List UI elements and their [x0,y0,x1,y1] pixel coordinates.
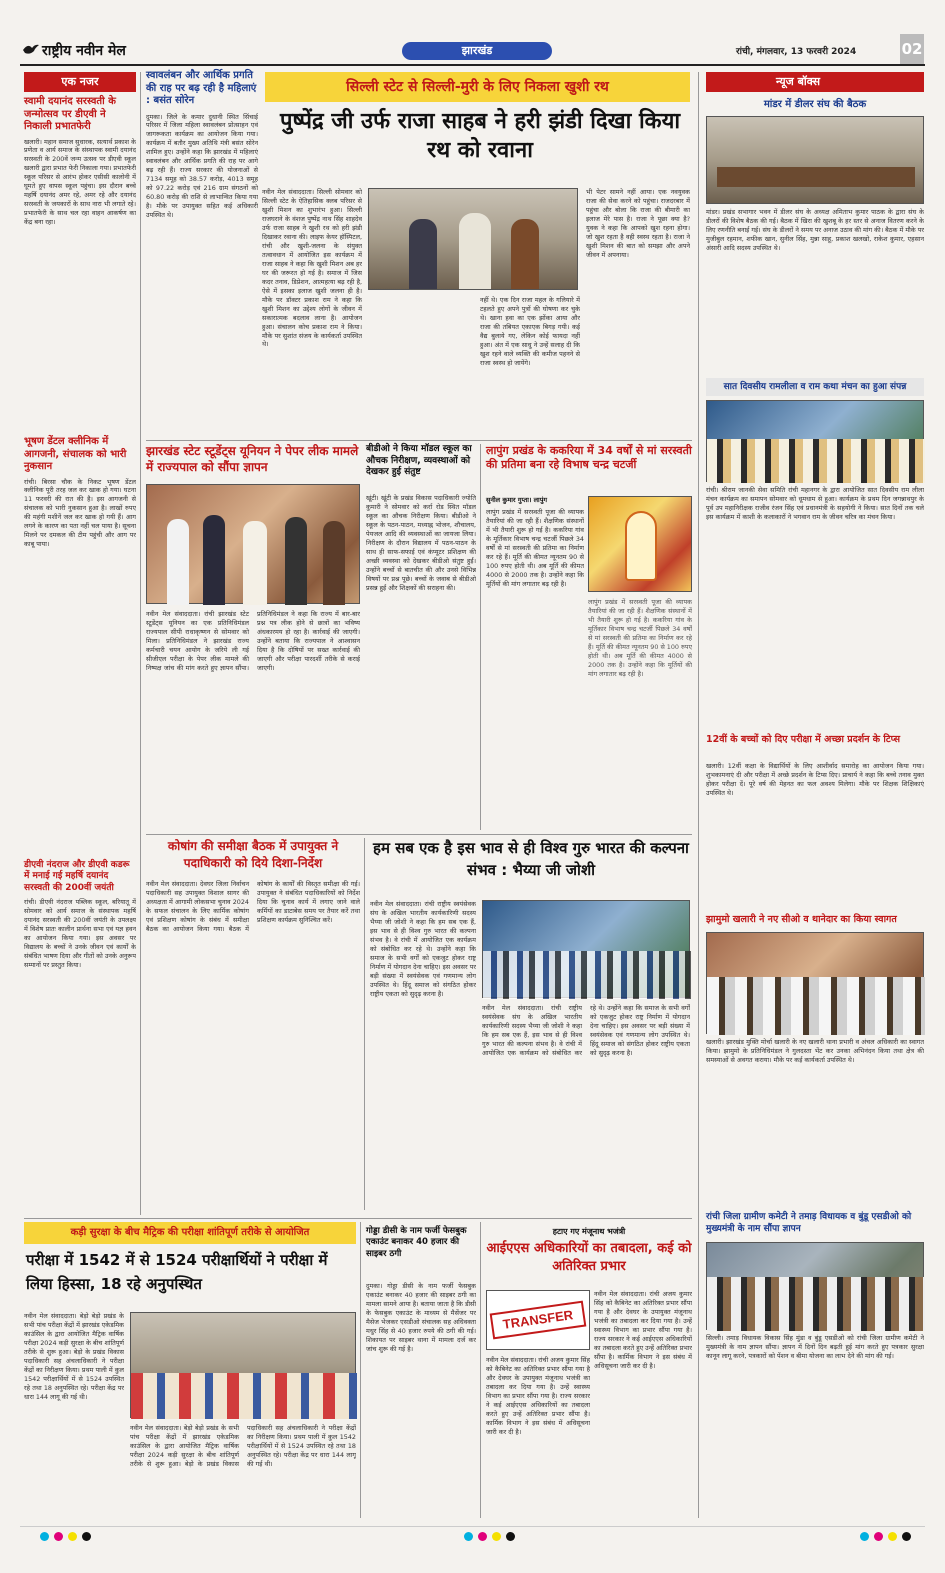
person-figure [243,521,267,605]
exam-headline: परीक्षा में 1542 में से 1524 परीक्षार्थियों ने परीक्षा में लिया हिस्सा, 18 रहे अनुपस्थित [26,1251,328,1293]
news-box-body-3: खलारी। 12वीं कक्षा के विद्यार्थियों के लिए आशीर्वाद समारोह का आयोजन किया गया। शुभकामनाएं दी और परीक्षा में अच्छे प्रदर्शन के टिप्स दिए। प्राचार्य ने कहा कि बच्चे तनाव मुक्त होकर परीक्षा दें। पूरे वर्ष की मेहनत का फल अवश्य मिलेगा। मौके पर शिक्षक शिक्षिकाएं उपस्थित थे। [706,762,924,797]
ias-body-right: नवीन मेल संवाददाता। रांची अजय कुमार सिंह को कैबिनेट का अतिरिक्त प्रभार सौंपा गया है और देवघर के उपायुक्त मंजूनाथ भजंत्री का तबादला कर दिया गया है। उन्हें स्वास्थ्य विभाग का प्रभार सौंपा गया है। राज्य सरकार ने कई आईएएस अधिकारियों का तबादला करते हुए उन्हें अतिरिक्त प्रभार सौंपा है। कार्मिक विभाग ने इस संबंध में अधिसूचना जारी कर दी है। [594,1290,692,1370]
joshi-body-left: नवीन मेल संवाददाता। रांची राष्ट्रीय स्वयंसेवक संघ के अखिल भारतीय कार्यकारिणी सदस्य भैय्या जी जोशी ने कहा कि हम सब एक हैं, इस भाव से ही विश्व गुरु भारत की कल्पना संभव है। वे रांची में आयोजित एक कार्यक्रम को संबोधित कर रहे थे। उन्होंने कहा कि समाज के सभी वर्गों को एकजुट होकर राष्ट्र निर्माण में योगदान देना चाहिए। इस अवसर पर बड़ी संख्या में स्वयंसेवक एवं गणमान्य लोग उपस्थित थे। हिंदू समाज को संगठित होकर राष्ट्रीय एकता को सुदृढ़ करना है। [370,900,476,998]
ek-nazar-item-2 [24,436,136,850]
lead-photo [368,188,578,290]
group-figure [707,977,925,1035]
lead-headline: पुष्पेंद्र जी उर्फ राजा साहब ने हरी झंडी दिखा किया रथ को रवाना [279,109,681,163]
registration-dot [82,1532,91,1541]
registration-dot [888,1532,897,1541]
news-box-label-box [706,72,924,92]
registration-dot [40,1532,49,1541]
crowd-figure [483,951,691,999]
ek-nazar-item-3 [24,860,136,1215]
person-figure [511,219,539,289]
ek-nazar-body-1: खलारी। महान समाज सुधारक, सत्यार्थ प्रकाश के प्रणेता व आर्य समाज के संस्थापक स्वामी दयानंद सरस्वती के 200वें जन्म उत्सव पर डीएवी स्कूल खलारी द्वारा प्रभात फेरी निकाला गया। प्रभातफेरी स्कूल परिसर से आरंभ होकर एसीसी कालोनी में घूमते हुए वापस स्कूल पहुंचा। इस दौरान बच्चे महर्षि दयानंद अमर रहे, अमर रहे और दयानंद सरस्वती के जयकारों के साथ नारा भी लगाते रहे। प्रभातफेरी के साथ चल रहा वाहन आकर्षण का केंद्र बना रहा। [24,137,136,227]
divider [360,1222,361,1518]
divider [140,72,141,1215]
ias-headline: आईएएस अधिकारियों का तबादला, कई को अतिरिक्त प्रभार [486,1241,692,1274]
divider [698,72,699,1518]
exam-photo [130,1312,356,1418]
joshi-body-right: नवीन मेल संवाददाता। रांची राष्ट्रीय स्वयंसेवक संघ के अखिल भारतीय कार्यकारिणी सदस्य भैय्या जी जोशी ने कहा कि हम सब एक हैं, इस भाव से ही विश्व गुरु भारत की कल्पना संभव है। वे रांची में आयोजित एक कार्यक्रम को संबोधित कर रहे थे। उन्होंने कहा कि समाज के सभी वर्गों को एकजुट होकर राष्ट्र निर्माण में योगदान देना चाहिए। इस अवसर पर बड़ी संख्या में स्वयंसेवक एवं गणमान्य लोग उपस्थित थे। हिंदू समाज को संगठित होकर राष्ट्रीय एकता को सुदृढ़ करना है। [482,1004,690,1057]
lead-body: नवीन मेल संवाददाता। सिल्ली सोमवार को सिल्ली स्टेट के ऐतिहासिक क्लब परिसर से खुशी मिशन का शुभारंभ हुआ। सिल्ली राजघराने के वंशज पुष्पेंद्र नाथ सिंह शाहदेव उर्फ राजा साहब ने खुशी रथ को हरी झंडी दिखाकर रवाना की। लाइफ केयर हॉस्पिटल, रांची और खुशी-जलना के संयुक्त तत्वावधान में आयोजित इस कार्यक्रम में राजा साहब ने कहा कि खुशी मिशन अब हर घर की जरूरत हो गई है। समाज में जिस कदर तनाव, डिप्रेशन, आत्महत्या बढ़ रही है, ऐसे में इसका इलाज खुशी जलना ही है। मौके पर डॉक्टर प्रकाश राम ने कहा कि खुशी मिशन का उद्देश्य लोगों के जीवन में सकारात्मक बदलाव लाना है। आयोजन हुआ। संचालन कोच प्रकाश राम ने किया। मौके पर सुशांत संजय के कार्यकर्ता उपस्थित थे। [262,188,362,349]
ek-nazar-headline-3: डीएवी नंदराज और डीएवी कडरू में मनाई गई महर्षि दयानंद सरस्वती की 200वीं जयंती [24,860,130,893]
registration-dot [478,1532,487,1541]
news-box-headline-2-box [706,378,924,396]
transfer-text: TRANSFER [501,1307,575,1332]
registration-dot [874,1532,883,1541]
section-label [402,42,552,60]
news-box-photo-1 [706,116,924,204]
saraswati-photo [588,496,692,592]
godda-body: दुमका। गोड्डा डीसी के नाम फर्जी फेसबुक एकाउंट बनाकर 40 हजार की साइबर ठगी का मामला सामने आया है। बताया जाता है कि डीसी के फेसबुक एकाउंट के माध्यम से मैसेंजर पर मैसेज भेजकर एसडीओ संचालक सह अधिवक्ता मधुर सिंह से 40 हजार रुपये की ठगी की गई। शिकायत पर साइबर थाना में मामला दर्ज कर जांच शुरू की गई है। [366,1282,476,1353]
exam-body-left: नवीन मेल संवाददाता। बेड़ो बेड़ो प्रखंड के सभी पांच परीक्षा केंद्रों में झारखंड एकेडमिक काउंसिल के द्वारा आयोजित मैट्रिक वार्षिक परीक्षा 2024 कड़ी सुरक्षा के बीच शांतिपूर्ण तरीके से शुरू हुआ। बेड़ो के प्रखंड विकास पदाधिकारी सह अंचलाधिकारी ने परीक्षा केंद्रों का निरीक्षण किया। प्रथम पाली में कुल 1542 परीक्षार्थियों में से 1524 उपस्थित रहे तथा 18 अनुपस्थित रहे। परीक्षा केंद्र पर धारा 144 लागू की गई थी। [24,1312,124,1401]
news-box-headline-5: रांची जिला ग्रामीण कमेटी ने तमाड़ विधायक व बुंडू एसडीओ को मुख्यमंत्री के नाम सौंपा ज्ञापन [706,1212,912,1234]
ek-nazar-body-2: रांची। बिरसा चौक के निकट भूषण डेंटल क्लीनिक पूरी तरह जल कर खाक हो गया। घटना 11 फरवरी की रात की है। इस आगजनी से संचालक को भारी नुकसान हुआ है। लाखों रुपए की महंगी मशीनें जल कर खाक हो गयी हैं। आग लगने के कारण का पता नहीं चल पाया है। सूचना मिलने पर दमकल की टीम पहुंची और आग पर काबू पाया। [24,477,136,549]
top-banner [265,72,690,102]
swavalamban-body: दुमका। जिले के कमार दुधानी स्थित सिंचाई परिसर में जिला महिला स्वावलंबन प्रोत्साहन एवं जागरूकता कार्यक्रम का आयोजन किया गया। कार्यक्रम में बतौर मुख्य अतिथि मंत्री बसंत सोरेन शामिल हुए। उन्होंने कहा कि झारखंड में महिलाएं स्वावलंबन और आर्थिक प्रगति की राह पर आगे बढ़ रही हैं। राज्य सरकार की योजनाओं से 7134 समूह को 38.57 करोड़, 4013 समूह को 97.22 करोड़ एवं 216 ग्राम संगठनों को 60.80 करोड़ की राशि से लाभान्वित किया गया है। मौके पर उपायुक्त सहित कई अधिकारी उपस्थित थे। [146,112,258,220]
news-box-body-4: खलारी। झारखंड मुक्ति मोर्चा खलारी के नए खलारी थाना प्रभारी व अंचल अधिकारी का स्वागत किया। झामुमो के प्रतिनिधिमंडल ने गुलदस्ता भेंट कर उनका अभिनंदन किया तथा क्षेत्र की समस्याओं से अवगत कराया। मौके पर कई कार्यकर्ता उपस्थित थे। [706,1038,924,1064]
bdo-body: खूंटी। खूंटी के प्रखंड विकास पदाधिकारी ज्योति कुमारी ने सोमवार को कर्रा रोड स्थित मॉडल स्कूल का औचक निरीक्षण किया। बीडीओ ने स्कूल के पठन-पाठन, मध्याह्न भोजन, शौचालय, पेयजल आदि की व्यवस्थाओं का जायजा लिया। निरीक्षण के दौरान विद्यालय में पठन-पाठन के साथ ही साफ-सफाई एवं कंप्यूटर प्रशिक्षण की अच्छी व्यवस्था को देखकर बीडीओ संतुष्ट हुईं। उन्होंने बच्चों से बातचीत की और उनसे विभिन्न विषयों पर प्रश्न पूछे। बच्चों के जवाब से बीडीओ प्रसन्न हुईं और शिक्षकों की सराहना की। [366,494,476,592]
divider [146,440,692,441]
dateline: रांची, मंगलवार, 13 फरवरी 2024 [736,47,857,57]
registration-dot [54,1532,63,1541]
koshang-headline: कोषांग की समीक्षा बैठक में उपायुक्त ने पदाधिकारी को दिये दिशा-निर्देश [167,839,339,870]
bird-logo-icon [22,42,40,56]
joshi-headline: हम सब एक है इस भाव से ही विश्व गुरु भारत की कल्पना संभव : भैय्या जी जोशी [373,839,689,879]
group-figure [707,439,925,483]
person-figure [323,521,345,605]
saraswati-body-cont: लापुंग प्रखंड में सरस्वती पूजा की व्यापक तैयारियां की जा रही हैं। शैक्षणिक संस्थानों में भी तैयारी शुरू हो गई है। ककरिया गांव के मूर्तिकार विभाष चन्द्र चटर्जी पिछले 34 वर्षों से मां सरस्वती की प्रतिमा का निर्माण कर रहे हैं। मूर्ति की कीमत न्यूनतम 90 से 100 रुपए होती थी। अब मूर्ति की कीमत 4000 से 2000 तक है। उन्होंने कहा कि मूर्तियों की मांग लगातार बढ़ रही है। [588,598,692,678]
saraswati-byline: सुनील कुमार गुप्ता। लापुंग [486,496,548,504]
lead-body-col4: भी पेटर सामने नहीं आया। एक नवयुवक राजा की सेवा करने को पहुंचा। राजदरबार में पहुंचा और बोला कि राजा की बीमारी का इलाज मेरे पास है। राजा ने पूछा क्या है? युवक ने कहा कि आपको खुश रहना होगा। जो खुश रहता है वही स्वस्थ रहता है। राजा ने खुशी मिशन की बात को समझा और अपने जीवन में अपनाया। [586,188,690,259]
news-box-headline-2: सात दिवसीय रामलीला व राम कथा मंचन का हुआ संपन्न [723,382,907,392]
paper-name: राष्ट्रीय नवीन मेल [42,43,126,59]
ek-nazar-label: एक नजर [61,75,99,88]
section-name: झारखंड [461,44,493,57]
person-figure [409,219,437,289]
ek-nazar-label-box [24,72,136,92]
saraswati-body-extra [588,598,692,830]
registration-dot [464,1532,473,1541]
joshi-photo [482,900,690,998]
registration-dot [492,1532,501,1541]
registration-dot [902,1532,911,1541]
students-union-body: नवीन मेल संवाददाता। रांची झारखंड स्टेट स्टूडेंट्स यूनियन का एक प्रतिनिधिमंडल राज्यपाल सीपी राधाकृष्णन से सोमवार को मिला। प्रतिनिधिमंडल ने झारखंड राज्य कर्मचारी चयन आयोग के जरिये ली गई सीजीएल परीक्षा के पेपर लीक मामले की निष्पक्ष जांच की मांग करते हुए ज्ञापन सौंपा। प्रतिनिधिमंडल ने कहा कि राज्य में बार-बार प्रश्न पत्र लीक होने से छात्रों का भविष्य अंधकारमय हो रहा है। कार्रवाई की जाएगी। उन्होंने बताया कि राज्यपाल ने आश्वासन दिया है कि दोषियों पर सख्त कार्रवाई की जाएगी और परीक्षा पारदर्शी तरीके से कराई जाएगी। [146,610,360,672]
group-figure [707,1277,925,1331]
transfer-stamp [490,1301,587,1340]
news-box-body-5: सिल्ली। तमाड़ विधायक विकास सिंह मुंडा व बुंडू एसडीओ को रांची जिला ग्रामीण कमेटी ने मुख्यमंत्री के नाम ज्ञापन सौंपा। ज्ञापन में दिनों दिन बढ़ती हुई मांग करते हुए पत्रकार सुरक्षा कानून लागू करने, पत्रकारों को पेंशन व बीमा योजना का लाभ देने की मांग की गई। [706,1334,924,1360]
divider [480,1222,481,1518]
bdo-headline: बीडीओ ने किया मॉडल स्कूल का औचक निरीक्षण, व्यवस्थाओं को देखकर हुई संतुष्ट [366,444,472,478]
ek-nazar-headline-1: स्वामी दयानंद सरस्वती के जन्मोत्सव पर डीएवी ने निकाली प्रभातफेरी [24,96,116,132]
print-registration-bar [20,1526,925,1546]
ek-nazar-item-1 [24,96,136,430]
registration-dot [68,1532,77,1541]
person-figure [203,515,225,605]
news-box-photo-4 [706,932,924,1034]
person-figure [459,213,491,289]
koshang-body: नवीन मेल संवाददाता। देवघर जिला निर्वाचन पदाधिकारी सह उपायुक्त विशाल सागर की अध्यक्षता में आगामी लोकसभा चुनाव 2024 के सफल संचालन के लिए कार्मिक कोषांग एवं प्रशिक्षण कोषांग के संबंध में समीक्षा बैठक का आयोजन किया गया। बैठक में कोषांग के कार्यों की विस्तृत समीक्षा की गई। उपायुक्त ने संबंधित पदाधिकारियों को निर्देश दिया कि चुनाव कार्य में लगाए जाने वाले कर्मियों का डाटाबेस समय पर तैयार करें तथा प्रशिक्षण कार्यक्रम सुनिश्चित करें। [146,880,360,933]
news-box-body-1: मांडर। प्रखंड सभागार भवन में डीलर संघ के अध्यक्ष अमिताभ कुमार पाठक के द्वारा संघ के डीलरों की विशेष बैठक की गई। बैठक में खिरा की खुशबू के हर स्तर से अनाज वितरण करने के लिए रणनीति बनाई गई। संघ के डीलरों ने समय पर अनाज उठाव की मांग की। बैठक में मौके पर मुजीबुल रहमान, शफीक खान, सुनील सिंह, मुन्ना साहू, प्रकाश खलखो, राकेश कुमार, एहसान अंसारी आदि सदस्य उपस्थित थे। [706,208,924,252]
news-box-headline-1: मांडर में डीलर संघ की बैठक [763,99,867,110]
ek-nazar-body-3: रांची। डीएवी नंदराज पब्लिक स्कूल, बरियातू में सोमवार को आर्य समाज के संस्थापक महर्षि दयानंद सरस्वती की 200वीं जयंती के उपलक्ष्य में विशेष प्रातः कालीन प्रार्थना सभा एवं यज्ञ हवन का आयोजन किया गया। इस अवसर पर विद्यालय के बच्चों ने उनके जीवन एवं कार्यों के संबंधित भाषण दिया और गीतों को उनके अनुरूप सम्मानों पर प्रस्तुत किया। [24,897,136,969]
exam-kicker: कड़ी सुरक्षा के बीच मैट्रिक की परीक्षा शांतिपूर्ण तरीके से आयोजित [70,1227,310,1238]
meeting-table [717,167,915,187]
idol-figure [625,511,657,581]
divider [24,1218,692,1219]
news-box-body-2: रांची। श्रीराम जानकी सेवा समिति रांची महानगर के द्वारा आयोजित सात दिवसीय राम लीला मंचन कार्यक्रम का समापन सोमवार को धूमधाम से हुआ। कार्यक्रम के प्रथम दिन जगन्नाथपुर के पूर्व उप महानिरीक्षक राजीव रंजन सिंह एवं प्रधानमंत्री के सहयोगी ने किया। सात दिनों तक चले इस कार्यक्रम में काशी के कलाकारों ने भगवान राम के जीवन चरित्र का मंचन किया। [706,486,924,521]
news-box-label: न्यूज बॉक्स [776,75,821,88]
students-union-headline: झारखंड स्टेट स्टूडेंट्स यूनियन ने पेपर लीक मामले में राज्यपाल को सौंपा ज्ञापन [146,444,359,474]
exam-kicker-box [24,1222,356,1244]
news-box-headline-3: 12वीं के बच्चों को दिए परीक्षा में अच्छा प्रदर्शन के टिप्स [706,734,901,745]
registration-dot [506,1532,515,1541]
swavalamban-headline: स्वावलंबन और आर्थिक प्रगति की राह पर बढ़ रही है महिलाएं : बसंत सोरेन [146,70,257,106]
divider [480,444,481,830]
ek-nazar-headline-2: भूषण डेंटल क्लीनिक में आगजनी, संचालक को भारी नुकसान [24,436,127,472]
exam-body-right: नवीन मेल संवाददाता। बेड़ो बेड़ो प्रखंड के सभी पांच परीक्षा केंद्रों में झारखंड एकेडमिक काउंसिल के द्वारा आयोजित मैट्रिक वार्षिक परीक्षा 2024 कड़ी सुरक्षा के बीच शांतिपूर्ण तरीके से शुरू हुआ। बेड़ो के प्रखंड विकास पदाधिकारी सह अंचलाधिकारी ने परीक्षा केंद्रों का निरीक्षण किया। प्रथम पाली में कुल 1542 परीक्षार्थियों में से 1524 उपस्थित रहे तथा 18 अनुपस्थित रहे। परीक्षा केंद्र पर धारा 144 लागू की गई थी। [130,1424,356,1468]
registration-dot [860,1532,869,1541]
saraswati-headline: लापुंग प्रखंड के ककरिया में 34 वर्षों से मां सरस्वती की प्रतिमा बना रहे विभाष चन्द्र चटर्जी [486,444,692,472]
saraswati-body: लापुंग प्रखंड में सरस्वती पूजा की व्यापक तैयारियां की जा रही हैं। शैक्षणिक संस्थानों में भी तैयारी शुरू हो गई है। ककरिया गांव के मूर्तिकार विभाष चन्द्र चटर्जी पिछले 34 वर्षों से मां सरस्वती की प्रतिमा का निर्माण कर रहे हैं। मूर्ति की कीमत न्यूनतम 90 से 100 रुपए होती थी। अब मूर्ति की कीमत 4000 से 2000 तक है। उन्होंने कहा कि मूर्तियों की मांग लगातार बढ़ रही है। [486,508,584,588]
ias-kicker: हटाए गए मंजूनाथ भजंत्री [552,1227,626,1236]
lead-body-col3: नहीं थे। एक दिन राजा महल के गलियारे में टहलते हुए अपने पुत्रों की घोषणा कर चुके थे। खाना हवा का एक झोंका आया और राजा की तबियत एकाएक बिगड़ गयी। कई वैद्य बुलाये गए, लेकिन कोई फायदा नहीं हुआ। अंत में एक साधु ने उन्हें सलाह दी कि खुश रहने वाले व्यक्ति की कमीज पहनने से राजा स्वस्थ हो जायेंगे। [480,296,580,367]
divider [364,838,365,1210]
news-box-photo-2 [706,400,924,482]
masthead [20,36,925,66]
person-figure [285,517,307,605]
news-box-headline-4: झामुमो खलारी ने नए सीओ व थानेदार का किया स्वागत [706,914,897,925]
godda-headline: गोड्डा डीसी के नाम फर्जी फेसबुक एकाउंट बनाकर 40 हजार की साइबर ठगी [366,1226,467,1259]
person-figure [167,519,189,605]
divider [146,834,692,835]
top-banner-text: सिल्ली स्टेट से सिल्ली-मुरी के लिए निकला खुशी रथ [346,79,609,95]
ias-body-left: नवीन मेल संवाददाता। रांची अजय कुमार सिंह को कैबिनेट का अतिरिक्त प्रभार सौंपा गया है और देवघर के उपायुक्त मंजूनाथ भजंत्री का तबादला कर दिया गया है। उन्हें स्वास्थ्य विभाग का प्रभार सौंपा गया है। राज्य सरकार ने कई आईएएस अधिकारियों का तबादला करते हुए उन्हें अतिरिक्त प्रभार सौंपा है। कार्मिक विभाग ने इस संबंध में अधिसूचना जारी कर दी है। [486,1356,590,1436]
swavalamban-story [146,70,258,438]
page-number: 02 [900,34,924,64]
ias-photo [486,1290,590,1350]
news-box-photo-5 [706,1242,924,1330]
desk-row [131,1373,357,1419]
students-union-photo [146,484,360,604]
